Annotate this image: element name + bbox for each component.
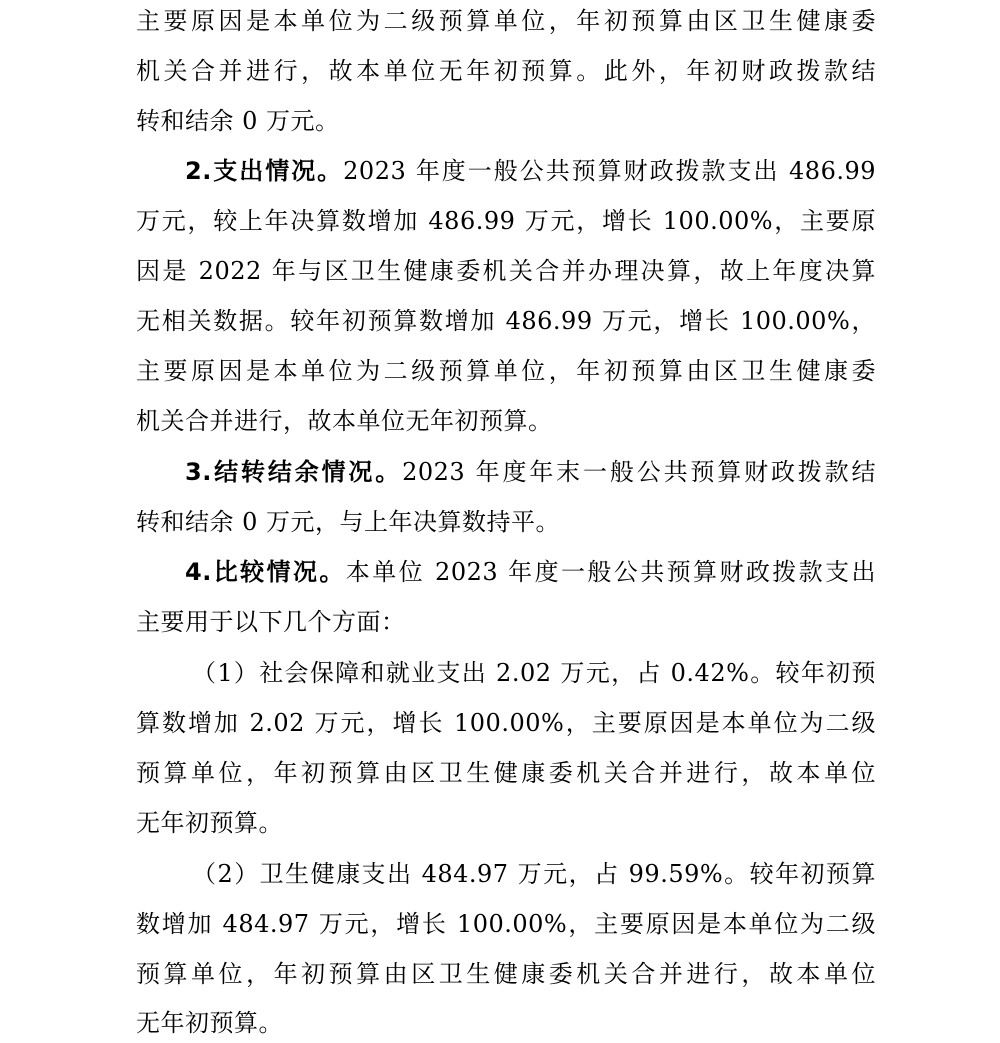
- section-heading: 4.比较情况。: [185, 558, 346, 586]
- text-line: 数增加 484.97 万元，增长 100.00%，主要原因是本单位为二级: [136, 910, 876, 938]
- text-line: 预算单位，年初预算由区卫生健康委机关合并进行，故本单位: [136, 960, 876, 988]
- list-item-line: （2）卫生健康支出 484.97 万元，占 99.59%。较年初预算: [192, 860, 876, 888]
- list-item-line: （1）社会保障和就业支出 2.02 万元，占 0.42%。较年初预: [192, 659, 876, 687]
- text-line: 预算单位，年初预算由区卫生健康委机关合并进行，故本单位: [136, 759, 876, 787]
- text-line: 机关合并进行，故本单位无年初预算。: [136, 407, 553, 435]
- text-line: 无相关数据。较年初预算数增加 486.99 万元，增长 100.00%，: [136, 307, 876, 335]
- text-line: 主要原因是本单位为二级预算单位，年初预算由区卫生健康委: [136, 7, 876, 35]
- section-heading-line: [185, 452, 876, 492]
- text-line: 无年初预算。: [136, 1009, 283, 1037]
- text-run: 本单位 2023 年度一般公共预算财政拨款支出: [345, 558, 876, 586]
- text-line: 算数增加 2.02 万元，增长 100.00%，主要原因是本单位为二级: [136, 709, 876, 737]
- text-run: 2023 年度一般公共预算财政拨款支出 486.99: [343, 157, 877, 185]
- section-heading: 2.支出情况。: [185, 157, 344, 185]
- text-line: 转和结余 0 万元，与上年决算数持平。: [136, 508, 561, 536]
- text-run: 2023 年度年末一般公共预算财政拨款结: [402, 458, 876, 486]
- section-heading-line: [185, 151, 876, 191]
- section-heading-line: [185, 552, 876, 592]
- section-heading: 3.结转结余情况。: [185, 458, 403, 486]
- text-line: 转和结余 0 万元。: [136, 107, 340, 135]
- text-line: 万元，较上年决算数增加 486.99 万元，增长 100.00%，主要原: [136, 207, 876, 235]
- text-line: 无年初预算。: [136, 809, 283, 837]
- text-line: 因是 2022 年与区卫生健康委机关合并办理决算，故上年度决算: [136, 257, 876, 285]
- text-line: 主要用于以下几个方面：: [136, 608, 406, 636]
- text-line: 主要原因是本单位为二级预算单位，年初预算由区卫生健康委: [136, 357, 876, 385]
- text-line: 机关合并进行，故本单位无年初预算。此外，年初财政拨款结: [136, 57, 876, 85]
